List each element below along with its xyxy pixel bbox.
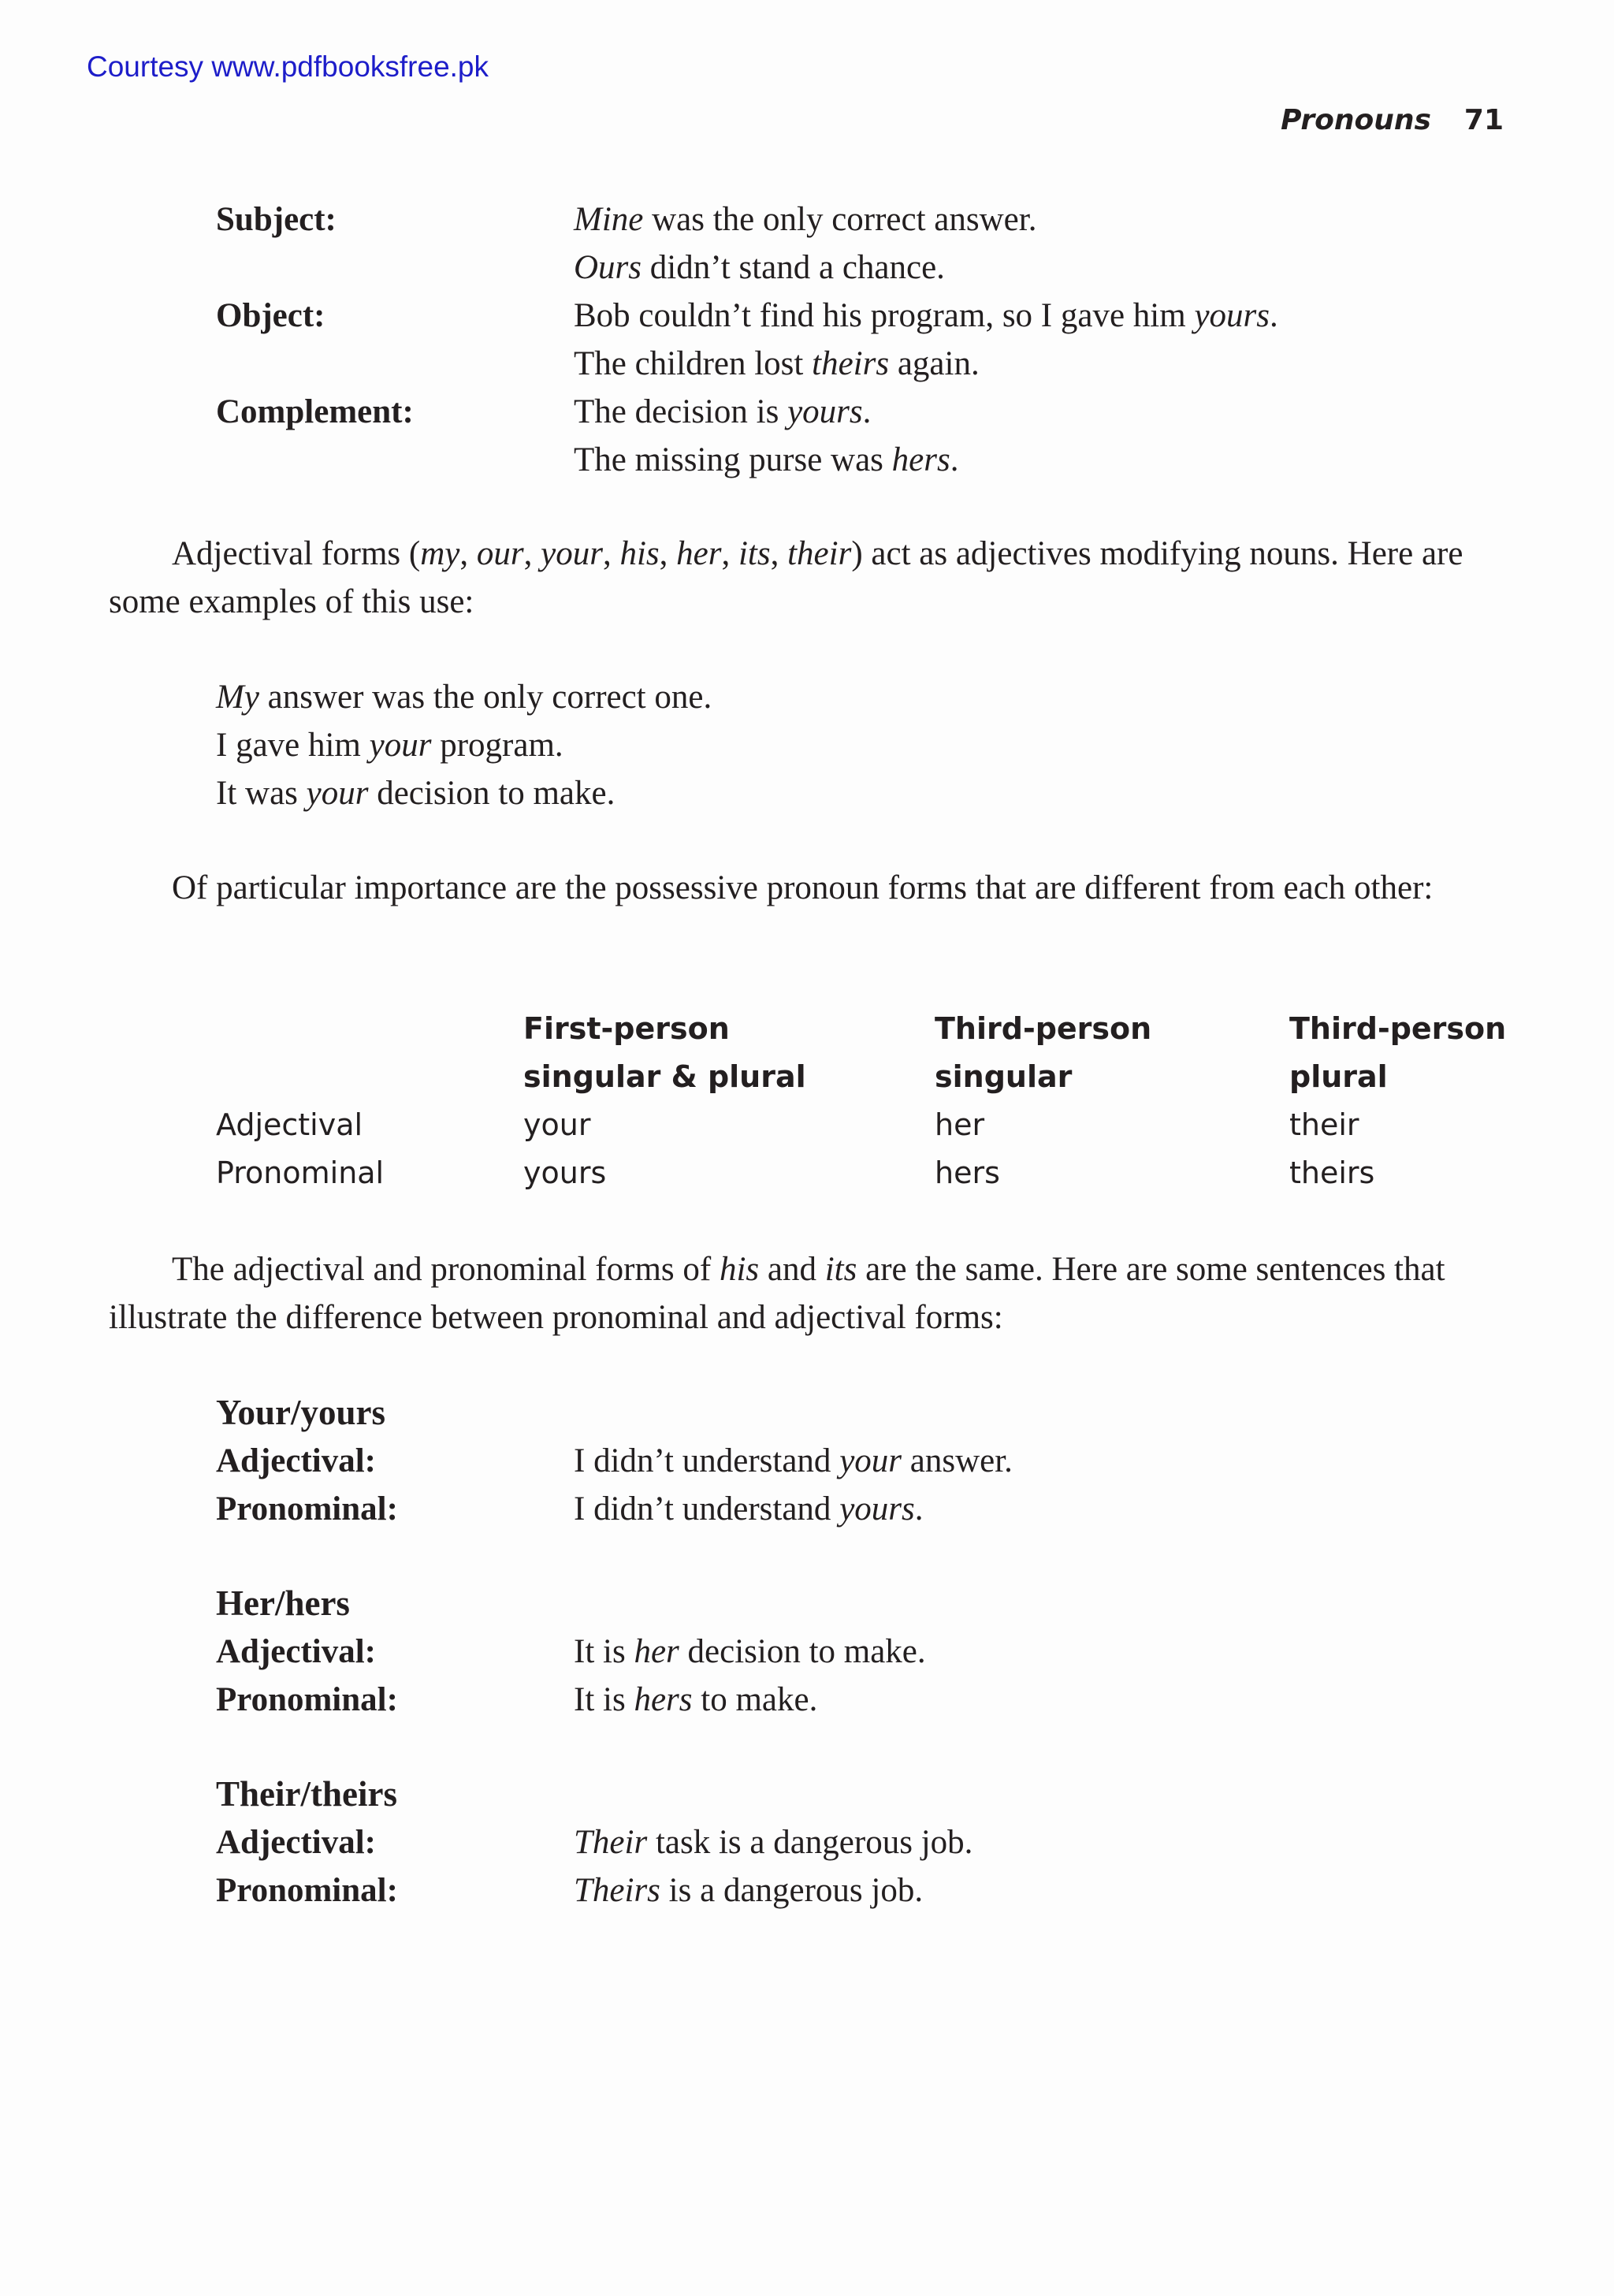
examples-block-1 [216,195,1477,484]
example-label: Object: [216,297,325,334]
table-cell: her [935,1107,985,1142]
running-head [1281,104,1504,136]
example-label: Complement: [216,393,414,430]
example-row [216,1437,1398,1485]
example-sentence: The decision is yours. [574,393,872,430]
paragraph-adjectival-forms: Adjectival forms (my, our, your, his, her, its, their) act as adjectives modifying nouns. Here are some examples of this use: [109,535,1463,620]
example-row [216,340,1477,388]
example-row [216,1676,1398,1724]
example-sentence: It was your decision to make. [216,775,615,812]
example-sentence: It is hers to make. [574,1681,818,1718]
table-cell: yours [523,1155,607,1190]
example-label: Pronominal: [216,1872,398,1909]
example-label: Adjectival: [216,1442,376,1479]
column-header: First-person [523,1011,730,1046]
example-row [216,195,1477,244]
table-cell: your [523,1107,591,1142]
row-label: Adjectival [216,1107,363,1142]
example-sentence: I didn’t understand your answer. [574,1442,1013,1479]
example-sentence: The children lost theirs again. [574,345,980,382]
example-row [216,1485,1398,1533]
example-row [216,388,1477,436]
column-header: singular [935,1059,1073,1094]
example-sentence: Mine was the only correct answer. [574,201,1037,238]
pair-heading: Her/hers [216,1583,350,1623]
example-sentence: My answer was the only correct one. [216,679,712,716]
pair-group-her-hers [216,1580,1398,1724]
examples-block-2 [216,673,1319,817]
example-sentence: The missing purse was hers. [574,441,959,478]
example-sentence: Ours didn’t stand a chance. [574,249,945,286]
example-sentence: Theirs is a dangerous job. [574,1872,924,1909]
table-cell: their [1289,1107,1359,1142]
paragraph-his-its: The adjectival and pronominal forms of his and its are the same. Here are some sentences that illustrate the difference between pronominal and adjectival forms: [109,1251,1445,1336]
example-sentence: I gave him your program. [216,727,563,764]
example-row [216,1818,1398,1866]
table-cell: theirs [1289,1155,1375,1190]
example-label: Subject: [216,201,337,238]
example-sentence: It is her decision to make. [574,1633,926,1670]
pair-group-their-theirs [216,1770,1398,1915]
chapter-title: Pronouns [1281,104,1431,136]
example-row [216,1628,1398,1676]
pair-heading: Their/theirs [216,1774,397,1814]
table-cell: hers [935,1155,1000,1190]
pair-group-your-yours [216,1389,1398,1533]
example-label: Adjectival: [216,1633,376,1670]
page-number: 71 [1463,104,1504,136]
example-row [216,436,1477,484]
example-row [216,292,1477,340]
paragraph-importance: Of particular importance are the possessive pronoun forms that are different from each other: [172,869,1434,906]
example-sentence: I didn’t understand yours. [574,1490,924,1528]
example-sentence: Their task is a dangerous job. [574,1824,973,1861]
column-header: singular & plural [523,1059,806,1094]
example-sentence: Bob couldn’t find his program, so I gave him yours. [574,297,1278,334]
pair-heading: Your/yours [216,1393,386,1432]
example-label: Pronominal: [216,1681,398,1718]
courtesy-link[interactable]: Courtesy www.pdfbooksfree.pk [87,50,489,83]
column-header: Third-person [1289,1011,1507,1046]
column-header: plural [1289,1059,1388,1094]
example-row [216,244,1477,292]
example-label: Pronominal: [216,1490,398,1528]
column-header: Third-person [935,1011,1152,1046]
row-label: Pronominal [216,1155,385,1190]
example-row [216,1866,1398,1915]
example-label: Adjectival: [216,1824,376,1861]
